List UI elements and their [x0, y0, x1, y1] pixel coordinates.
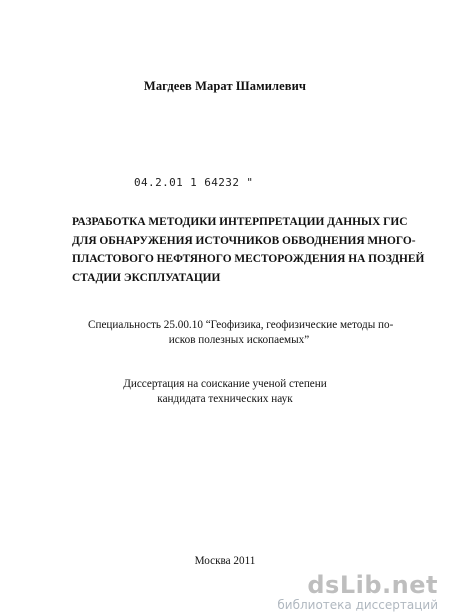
- city-year: Москва 2011: [194, 555, 256, 567]
- registration-stamp: 04.2.01 1 64232 ": [134, 176, 254, 189]
- degree-line: кандидата технических наук: [157, 392, 293, 405]
- watermark: [277, 572, 438, 612]
- specialty-line: Специальность 25.00.10 “Геофизика, геофизические методы по-: [88, 319, 394, 331]
- watermark-logo: dsLib.net: [307, 571, 438, 599]
- title-line: ПЛАСТОВОГО НЕФТЯНОГО МЕСТОРОЖДЕНИЯ НА ПОЗДНЕЙ: [72, 253, 425, 266]
- title-line: РАЗРАБОТКА МЕТОДИКИ ИНТЕРПРЕТАЦИИ ДАННЫХ ГИС: [72, 216, 408, 228]
- degree-block: [0, 377, 450, 406]
- specialty-line: исков полезных ископаемых”: [168, 333, 310, 346]
- watermark-subtitle: библиотека диссертаций: [277, 598, 438, 612]
- title-line: ДЛЯ ОБНАРУЖЕНИЯ ИСТОЧНИКОВ ОБВОДНЕНИЯ МНОГО-: [72, 234, 416, 247]
- degree-line: Диссертация на соискание ученой степени: [123, 378, 327, 390]
- author-name: Магдеев Марат Шамилевич: [143, 79, 307, 93]
- title-line: СТАДИИ ЭКСПЛУАТАЦИИ: [72, 271, 221, 284]
- specialty-block: [88, 318, 394, 347]
- dissertation-title: [72, 213, 425, 287]
